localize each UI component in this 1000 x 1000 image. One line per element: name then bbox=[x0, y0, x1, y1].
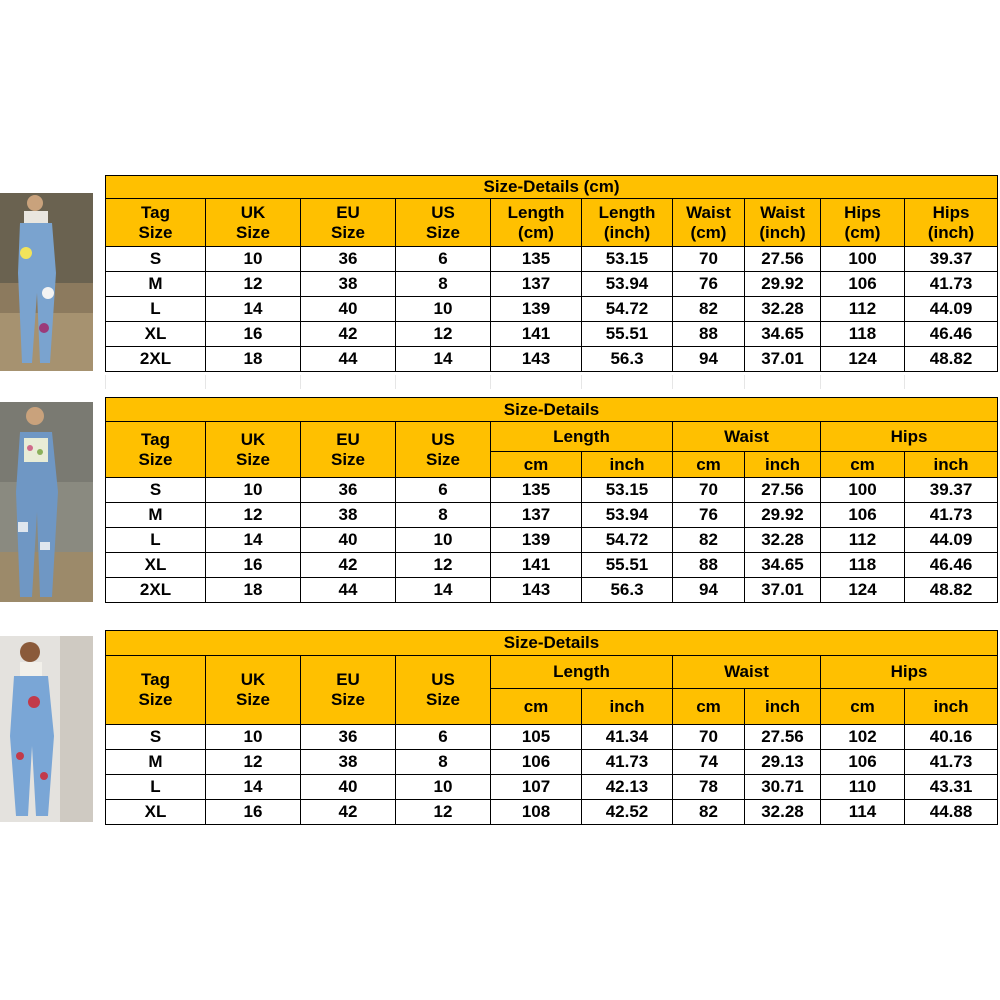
header-line-1: Waist bbox=[760, 202, 805, 222]
table-cell: 34.65 bbox=[745, 553, 821, 578]
table-cell: 54.72 bbox=[582, 528, 673, 553]
header-line-1: Tag bbox=[141, 429, 170, 449]
table-cell: 124 bbox=[821, 578, 905, 603]
table-cell: 14 bbox=[206, 528, 301, 553]
column-header bbox=[582, 199, 673, 247]
table-cell: 40 bbox=[301, 775, 396, 800]
table-cell: 14 bbox=[396, 347, 491, 372]
table-cell: 102 bbox=[821, 725, 905, 750]
table-cell: 106 bbox=[821, 503, 905, 528]
header-line-2: (inch) bbox=[927, 222, 975, 242]
table-cell: 34.65 bbox=[745, 322, 821, 347]
table-cell: 53.15 bbox=[582, 478, 673, 503]
table-cell: 82 bbox=[673, 800, 745, 825]
table-cell: 12 bbox=[206, 272, 301, 297]
table-cell: 42 bbox=[301, 800, 396, 825]
table-cell: 12 bbox=[396, 800, 491, 825]
table-cell: 27.56 bbox=[745, 725, 821, 750]
table-cell: 14 bbox=[206, 297, 301, 322]
column-header bbox=[821, 199, 905, 247]
unit-header: inch bbox=[745, 452, 821, 478]
column-header bbox=[673, 199, 745, 247]
header-line-2: (cm) bbox=[518, 222, 554, 242]
table-row bbox=[106, 528, 998, 553]
table-title: Size-Details (cm) bbox=[106, 176, 998, 199]
header-line-1: Waist bbox=[686, 202, 731, 222]
header-line-2: Size bbox=[425, 690, 461, 709]
table-cell: 41.73 bbox=[905, 750, 998, 775]
table-row bbox=[106, 800, 998, 825]
header-line-1: Hips bbox=[932, 202, 970, 222]
table-cell: L bbox=[106, 775, 206, 800]
table-cell: XL bbox=[106, 553, 206, 578]
table-cell: 137 bbox=[491, 503, 582, 528]
table-cell: XL bbox=[106, 322, 206, 347]
table-cell: 14 bbox=[206, 775, 301, 800]
table-cell: 12 bbox=[206, 750, 301, 775]
table-row bbox=[106, 247, 998, 272]
table-cell: 76 bbox=[673, 272, 745, 297]
table-cell: 10 bbox=[396, 528, 491, 553]
table-cell: 27.56 bbox=[745, 247, 821, 272]
table-row bbox=[106, 272, 998, 297]
table-row bbox=[106, 725, 998, 750]
unit-header: cm bbox=[491, 452, 582, 478]
group-header: Waist bbox=[673, 422, 821, 452]
table-cell: 40.16 bbox=[905, 725, 998, 750]
table-cell: 55.51 bbox=[582, 553, 673, 578]
header-line-2: Size bbox=[330, 222, 366, 242]
table-cell: 39.37 bbox=[905, 478, 998, 503]
group-header: Waist bbox=[673, 656, 821, 689]
table-cell: 36 bbox=[301, 725, 396, 750]
unit-header: inch bbox=[582, 452, 673, 478]
table-cell: 10 bbox=[206, 478, 301, 503]
table-row bbox=[106, 297, 998, 322]
table-cell: 70 bbox=[673, 725, 745, 750]
header-line-2: (inch) bbox=[603, 222, 651, 242]
unit-header: cm bbox=[491, 689, 582, 725]
column-header bbox=[301, 656, 396, 725]
table-cell: 55.51 bbox=[582, 322, 673, 347]
table-cell: 36 bbox=[301, 247, 396, 272]
unit-header: cm bbox=[821, 689, 905, 725]
table-row bbox=[106, 347, 998, 372]
header-line-1: Hips bbox=[844, 202, 881, 222]
table-cell: 14 bbox=[396, 578, 491, 603]
table-cell: S bbox=[106, 725, 206, 750]
header-line-1: Length bbox=[507, 202, 565, 222]
header-line-2: (cm) bbox=[844, 222, 881, 242]
header-line-1: US bbox=[431, 670, 455, 689]
table-cell: 32.28 bbox=[745, 528, 821, 553]
table-cell: 36 bbox=[301, 478, 396, 503]
table-cell: 10 bbox=[396, 297, 491, 322]
header-line-2: Size bbox=[138, 449, 173, 469]
size-table-1 bbox=[105, 175, 998, 372]
group-header: Length bbox=[491, 656, 673, 689]
table-cell: 30.71 bbox=[745, 775, 821, 800]
table-cell: 2XL bbox=[106, 347, 206, 372]
table-cell: 106 bbox=[491, 750, 582, 775]
header-line-2: Size bbox=[138, 690, 173, 709]
table-cell: 8 bbox=[396, 272, 491, 297]
product-photo-1 bbox=[0, 193, 93, 371]
unit-header: inch bbox=[905, 452, 998, 478]
table-cell: 46.46 bbox=[905, 322, 998, 347]
table-cell: 44 bbox=[301, 578, 396, 603]
table-cell: 112 bbox=[821, 528, 905, 553]
table-cell: 135 bbox=[491, 247, 582, 272]
column-header bbox=[106, 199, 206, 247]
table-cell: 6 bbox=[396, 478, 491, 503]
table-cell: 100 bbox=[821, 478, 905, 503]
group-header: Hips bbox=[821, 422, 998, 452]
table-row bbox=[106, 775, 998, 800]
table-cell: 12 bbox=[206, 503, 301, 528]
column-header bbox=[396, 199, 491, 247]
table-row bbox=[106, 503, 998, 528]
table-cell: 16 bbox=[206, 322, 301, 347]
table-cell: 141 bbox=[491, 322, 582, 347]
header-line-2: Size bbox=[235, 449, 271, 469]
column-header bbox=[301, 422, 396, 478]
table-cell: 106 bbox=[821, 272, 905, 297]
table-cell: 112 bbox=[821, 297, 905, 322]
table-cell: 46.46 bbox=[905, 553, 998, 578]
table-cell: XL bbox=[106, 800, 206, 825]
table-cell: 48.82 bbox=[905, 578, 998, 603]
table-cell: 88 bbox=[673, 322, 745, 347]
header-line-1: Length bbox=[598, 202, 656, 222]
column-header bbox=[206, 199, 301, 247]
table-cell: 29.13 bbox=[745, 750, 821, 775]
unit-header: inch bbox=[905, 689, 998, 725]
table-cell: 6 bbox=[396, 725, 491, 750]
header-line-1: UK bbox=[240, 670, 266, 689]
table-cell: 10 bbox=[396, 775, 491, 800]
table-row bbox=[106, 578, 998, 603]
header-line-1: EU bbox=[336, 429, 360, 449]
header-line-2: Size bbox=[235, 690, 271, 709]
table-cell: 48.82 bbox=[905, 347, 998, 372]
table-cell: 39.37 bbox=[905, 247, 998, 272]
table-cell: 12 bbox=[396, 553, 491, 578]
table-cell: 44.88 bbox=[905, 800, 998, 825]
table-cell: 53.94 bbox=[582, 272, 673, 297]
table-cell: S bbox=[106, 247, 206, 272]
table-cell: 106 bbox=[821, 750, 905, 775]
table-cell: 56.3 bbox=[582, 578, 673, 603]
table-cell: 43.31 bbox=[905, 775, 998, 800]
table-cell: 27.56 bbox=[745, 478, 821, 503]
table-cell: 137 bbox=[491, 272, 582, 297]
table-cell: 78 bbox=[673, 775, 745, 800]
header-line-2: Size bbox=[330, 690, 366, 709]
table-cell: 94 bbox=[673, 578, 745, 603]
group-header: Length bbox=[491, 422, 673, 452]
group-header: Hips bbox=[821, 656, 998, 689]
table-cell: 53.15 bbox=[582, 247, 673, 272]
table-cell: 32.28 bbox=[745, 800, 821, 825]
table-cell: 10 bbox=[206, 725, 301, 750]
column-header bbox=[745, 199, 821, 247]
size-table-3 bbox=[105, 630, 998, 825]
header-line-2: Size bbox=[138, 222, 173, 242]
table-cell: 139 bbox=[491, 297, 582, 322]
table-title: Size-Details bbox=[106, 398, 998, 422]
table-row bbox=[106, 322, 998, 347]
table-cell: M bbox=[106, 750, 206, 775]
header-line-1: UK bbox=[240, 429, 266, 449]
table-cell: 107 bbox=[491, 775, 582, 800]
table-cell: 143 bbox=[491, 347, 582, 372]
column-header bbox=[206, 656, 301, 725]
header-line-1: US bbox=[431, 429, 455, 449]
table-cell: 8 bbox=[396, 503, 491, 528]
table-cell: 32.28 bbox=[745, 297, 821, 322]
table-cell: 37.01 bbox=[745, 578, 821, 603]
table-cell: 105 bbox=[491, 725, 582, 750]
table-cell: 135 bbox=[491, 478, 582, 503]
table-cell: S bbox=[106, 478, 206, 503]
column-header bbox=[301, 199, 396, 247]
column-header bbox=[491, 199, 582, 247]
table-cell: 8 bbox=[396, 750, 491, 775]
table-row bbox=[106, 553, 998, 578]
table-cell: 56.3 bbox=[582, 347, 673, 372]
table-cell: 38 bbox=[301, 503, 396, 528]
table-cell: 29.92 bbox=[745, 272, 821, 297]
table-cell: 40 bbox=[301, 297, 396, 322]
faint-gridlines bbox=[105, 375, 997, 389]
table-cell: 40 bbox=[301, 528, 396, 553]
table-row bbox=[106, 478, 998, 503]
table-cell: 118 bbox=[821, 322, 905, 347]
header-line-1: Tag bbox=[141, 670, 170, 689]
table-cell: 118 bbox=[821, 553, 905, 578]
header-line-2: Size bbox=[425, 449, 461, 469]
table-cell: 12 bbox=[396, 322, 491, 347]
table-cell: 44.09 bbox=[905, 297, 998, 322]
table-cell: 82 bbox=[673, 528, 745, 553]
header-line-2: Size bbox=[235, 222, 271, 242]
table-cell: 2XL bbox=[106, 578, 206, 603]
table-cell: 6 bbox=[396, 247, 491, 272]
table-cell: 70 bbox=[673, 478, 745, 503]
table-cell: 42 bbox=[301, 322, 396, 347]
table-cell: 141 bbox=[491, 553, 582, 578]
table-cell: 38 bbox=[301, 750, 396, 775]
table-cell: 42 bbox=[301, 553, 396, 578]
table-cell: L bbox=[106, 297, 206, 322]
column-header bbox=[396, 422, 491, 478]
table-cell: 76 bbox=[673, 503, 745, 528]
table-cell: 74 bbox=[673, 750, 745, 775]
table-cell: 16 bbox=[206, 553, 301, 578]
table-cell: M bbox=[106, 272, 206, 297]
table-title: Size-Details bbox=[106, 631, 998, 656]
table-cell: 16 bbox=[206, 800, 301, 825]
table-cell: 29.92 bbox=[745, 503, 821, 528]
table-cell: 44 bbox=[301, 347, 396, 372]
table-cell: 110 bbox=[821, 775, 905, 800]
table-cell: 37.01 bbox=[745, 347, 821, 372]
table-cell: 88 bbox=[673, 553, 745, 578]
table-cell: 42.13 bbox=[582, 775, 673, 800]
header-line-1: UK bbox=[240, 202, 266, 222]
unit-header: cm bbox=[673, 689, 745, 725]
table-cell: 18 bbox=[206, 347, 301, 372]
header-line-2: (inch) bbox=[759, 222, 806, 242]
table-cell: 100 bbox=[821, 247, 905, 272]
column-header bbox=[106, 422, 206, 478]
table-cell: 41.34 bbox=[582, 725, 673, 750]
header-line-1: EU bbox=[336, 202, 360, 222]
unit-header: cm bbox=[821, 452, 905, 478]
table-cell: 94 bbox=[673, 347, 745, 372]
table-cell: 18 bbox=[206, 578, 301, 603]
unit-header: cm bbox=[673, 452, 745, 478]
column-header bbox=[206, 422, 301, 478]
table-cell: 41.73 bbox=[905, 272, 998, 297]
table-cell: 70 bbox=[673, 247, 745, 272]
table-cell: 41.73 bbox=[582, 750, 673, 775]
table-cell: 38 bbox=[301, 272, 396, 297]
table-row bbox=[106, 750, 998, 775]
header-line-1: EU bbox=[336, 670, 360, 689]
table-cell: 54.72 bbox=[582, 297, 673, 322]
size-table-2 bbox=[105, 397, 998, 603]
table-cell: 10 bbox=[206, 247, 301, 272]
product-photo-2 bbox=[0, 402, 93, 602]
table-cell: 114 bbox=[821, 800, 905, 825]
header-line-1: US bbox=[431, 202, 455, 222]
column-header bbox=[106, 656, 206, 725]
table-cell: 42.52 bbox=[582, 800, 673, 825]
header-line-1: Tag bbox=[141, 202, 170, 222]
unit-header: inch bbox=[582, 689, 673, 725]
table-cell: 139 bbox=[491, 528, 582, 553]
table-cell: 124 bbox=[821, 347, 905, 372]
header-line-2: Size bbox=[330, 449, 366, 469]
table-cell: M bbox=[106, 503, 206, 528]
table-cell: 53.94 bbox=[582, 503, 673, 528]
unit-header: inch bbox=[745, 689, 821, 725]
column-header bbox=[905, 199, 998, 247]
table-cell: L bbox=[106, 528, 206, 553]
table-cell: 82 bbox=[673, 297, 745, 322]
column-header bbox=[396, 656, 491, 725]
table-cell: 108 bbox=[491, 800, 582, 825]
header-line-2: (cm) bbox=[690, 222, 727, 242]
header-line-2: Size bbox=[425, 222, 461, 242]
table-cell: 44.09 bbox=[905, 528, 998, 553]
product-photo-3 bbox=[0, 636, 93, 822]
table-cell: 143 bbox=[491, 578, 582, 603]
table-cell: 41.73 bbox=[905, 503, 998, 528]
